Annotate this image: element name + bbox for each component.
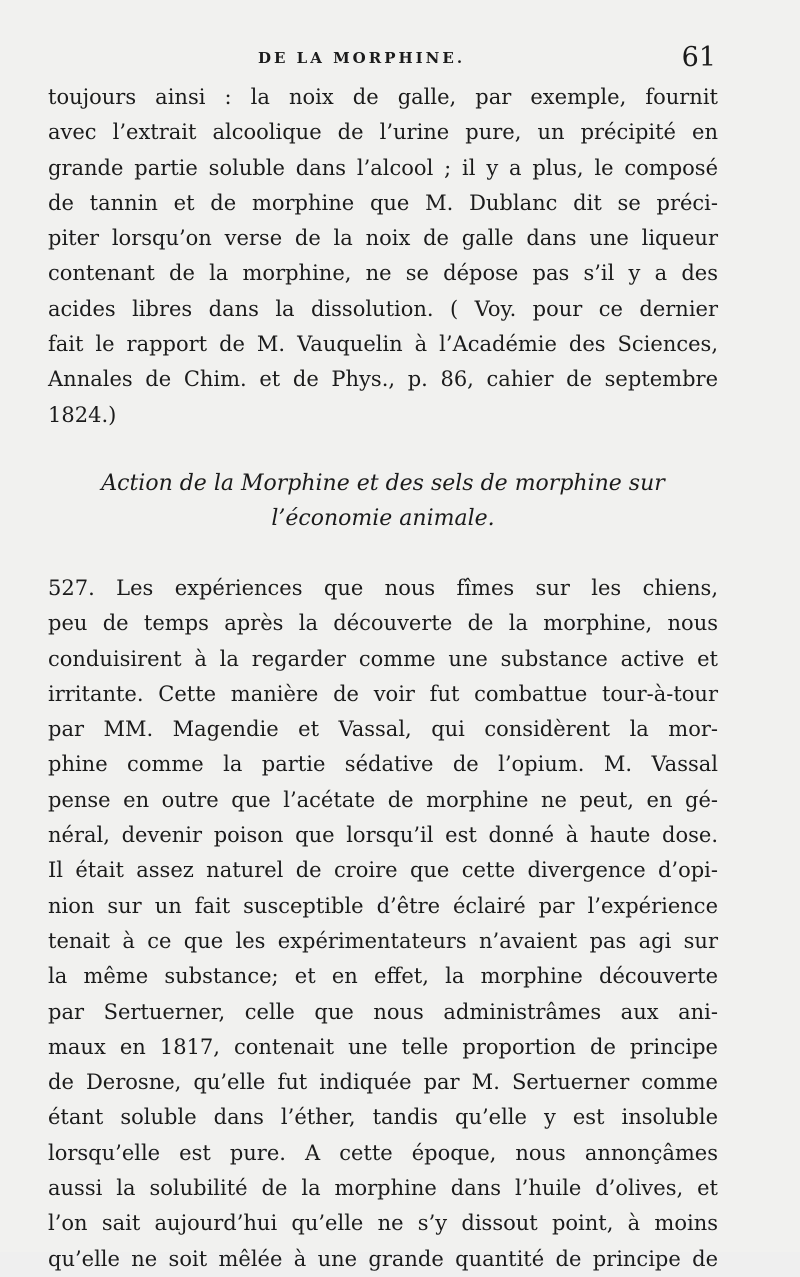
text-line: avec l’extrait alcoolique de l’urine pure, un précipité en — [48, 120, 718, 145]
text-line: aussi la solubilité de la morphine dans l’huile d’olives, et — [48, 1176, 718, 1201]
text-line: la même substance; et en effet, la morphine découverte — [48, 964, 718, 989]
text-line: 1824.) — [48, 402, 117, 427]
text-line: par MM. Magendie et Vassal, qui considèrent la mor- — [48, 717, 718, 742]
text-line: phine comme la partie sédative de l’opium. M. Vassal — [48, 752, 718, 777]
text-line: Il était assez naturel de croire que cette divergence d’opi- — [48, 858, 718, 883]
text-line: tenait à ce que les expérimentateurs n’avaient pas agi sur — [48, 928, 718, 953]
text-line: étant soluble dans l’éther, tandis qu’elle y est insoluble — [48, 1105, 718, 1130]
text-line: contenant de la morphine, ne se dépose pas s’il y a des — [48, 261, 718, 286]
page-number: 61 — [681, 42, 716, 73]
text-line: nion sur un fait susceptible d’être éclairé par l’expérience — [48, 893, 718, 918]
text-line: lorsqu’elle est pure. A cette époque, nous annonçâmes — [48, 1140, 718, 1165]
text-line: conduisirent à la regarder comme une substance active et — [48, 646, 718, 671]
text-line: Annales de Chim. et de Phys., p. 86, cahier de septembre — [48, 367, 718, 392]
text-line: qu’elle ne soit mêlée à une grande quantité de principe de — [48, 1246, 718, 1271]
text-line: irritante. Cette manière de voir fut combattue tour-à-tour — [48, 681, 718, 706]
running-head: DE LA MORPHINE. — [258, 49, 466, 67]
page-header — [48, 42, 716, 82]
text-line: fait le rapport de M. Vauquelin à l’Académie des Sciences, — [48, 332, 718, 357]
text-line: acides libres dans la dissolution. ( Voy. pour ce dernier — [48, 296, 718, 321]
section-heading — [48, 466, 718, 536]
text-line: de Derosne, qu’elle fut indiquée par M. Sertuerner comme — [48, 1070, 718, 1095]
page-body — [48, 80, 718, 1277]
text-line: de tannin et de morphine que M. Dublanc dit se préci- — [48, 190, 718, 215]
text-line: grande partie soluble dans l’alcool ; il y a plus, le composé — [48, 155, 718, 180]
paragraph-527 — [48, 571, 718, 1277]
text-line: l’on sait aujourd’hui qu’elle ne s’y dissout point, à moins — [48, 1211, 718, 1236]
text-line: néral, devenir poison que lorsqu’il est donné à haute dose. — [48, 823, 718, 848]
text-line: peu de temps après la découverte de la morphine, nous — [48, 611, 718, 636]
text-line: pense en outre que l’acétate de morphine ne peut, en gé- — [48, 787, 718, 812]
paragraph-continued — [48, 80, 718, 433]
text-line: 527. Les expériences que nous fîmes sur les chiens, — [48, 575, 718, 600]
text-line: piter lorsqu’on verse de la noix de galle dans une liqueur — [48, 226, 718, 251]
text-line: par Sertuerner, celle que nous administrâmes aux ani- — [48, 999, 718, 1024]
text-line: toujours ainsi : la noix de galle, par exemple, fournit — [48, 85, 718, 109]
text-line: maux en 1817, contenait une telle proportion de principe — [48, 1034, 718, 1059]
section-heading-line: l’économie animale. — [271, 505, 495, 531]
section-heading-line: Action de la Morphine et des sels de morphine sur — [101, 470, 665, 496]
